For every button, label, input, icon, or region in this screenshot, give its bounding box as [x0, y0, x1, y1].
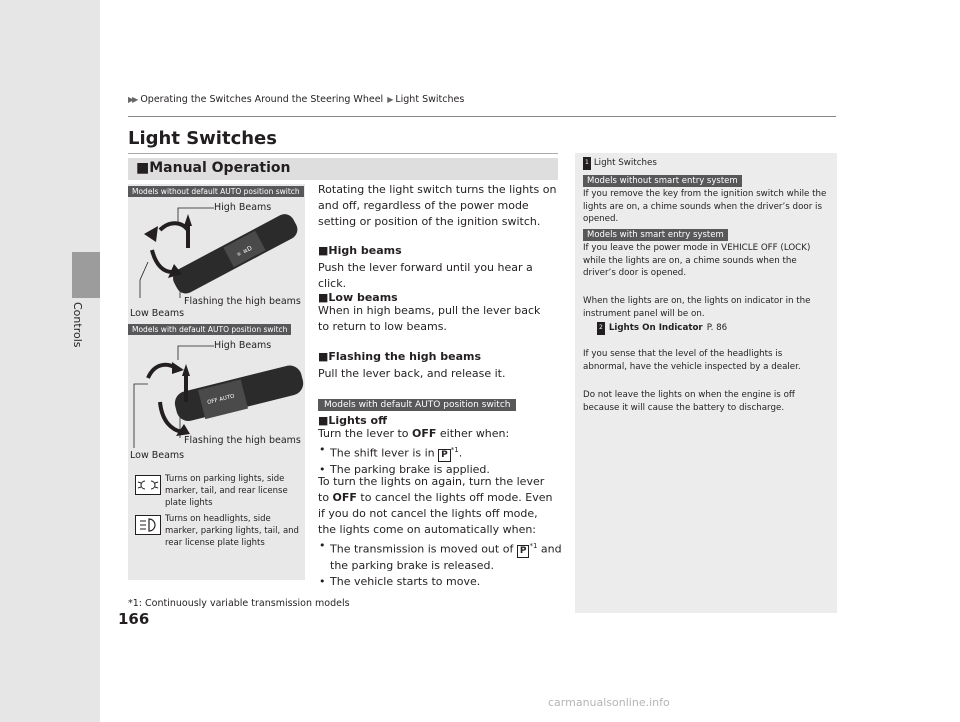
list-item: • The parking brake is applied.: [330, 462, 570, 478]
note-paragraph: When the lights are on, the lights on indicator in the instrument panel will be on.: [583, 296, 811, 319]
note-paragraph: If you leave the power mode in VEHICLE OFF (LOCK) while the lights are on, a chime sounds when the driver’s door is opened.: [583, 243, 811, 278]
chapter-label: Controls: [71, 302, 84, 348]
header-rule: [128, 116, 836, 117]
auto-on-conditions: [318, 538, 570, 590]
off-keyword: OFF: [412, 427, 437, 440]
flashing-heading: ■Flashing the high beams: [318, 350, 482, 363]
legend-parking-text: Turns on parking lights, side marker, tail, and rear license plate lights: [165, 474, 288, 508]
turn-on-text-b: to cancel the lights off mode. Even if you do not cancel the lights off mode, the lights come on automatically when:: [318, 491, 553, 536]
callout-low-beams: Low Beams: [130, 450, 185, 461]
figure-tag-with-auto: Models with default AUTO position switch: [128, 324, 291, 335]
reference-page[interactable]: P. 86: [706, 323, 728, 333]
breadcrumb-item-switches[interactable]: Operating the Switches Around the Steering Wheel: [140, 94, 384, 105]
side-note-title: [583, 157, 657, 170]
reference-arrow-icon: 2: [597, 322, 605, 335]
note-paragraph: If you remove the key from the ignition switch while the lights are on, a chime sounds when the driver’s door is opened.: [583, 189, 827, 224]
chapter-tab-marker: [72, 252, 100, 298]
callout-flashing: Flashing the high beams: [184, 296, 301, 307]
note-marker-icon: 1: [583, 157, 591, 170]
lights-off-conditions: [318, 442, 570, 478]
note-paragraph: Do not leave the lights on when the engine is off because it will cause the battery to discharge.: [583, 390, 795, 413]
park-position-icon: P: [438, 449, 451, 462]
callout-flashing: Flashing the high beams: [184, 435, 301, 446]
off-keyword: OFF: [332, 491, 357, 504]
title-rule: [128, 153, 558, 154]
footnote: *1: Continuously variable transmission models: [128, 598, 350, 609]
callout-low-beams: Low Beams: [130, 308, 185, 319]
breadcrumb-arrow-icon: ▶▶: [128, 95, 137, 104]
high-beams-heading: ■High beams: [318, 244, 402, 257]
svg-text:☼ ≡D: ☼ ≡D: [235, 244, 254, 259]
high-beams-text: Push the lever forward until you hear a click.: [318, 261, 533, 290]
note-paragraph: If you sense that the level of the headlights is abnormal, have the vehicle inspected by a dealer.: [583, 349, 801, 372]
reference-title[interactable]: Lights On Indicator: [608, 323, 703, 333]
list-item: [330, 442, 570, 462]
breadcrumb-item-light-switches[interactable]: Light Switches: [395, 94, 465, 105]
flashing-text: Pull the lever back, and release it.: [318, 367, 506, 380]
breadcrumb-arrow-icon: ▶: [387, 95, 392, 104]
svg-text:OFF AUTO: OFF AUTO: [206, 393, 236, 407]
page-number: 166: [118, 610, 150, 628]
smart-entry-tag-without: Models without smart entry system: [583, 175, 742, 187]
lights-off-heading: ■Lights off: [318, 414, 387, 427]
side-note-title-text: Light Switches: [593, 158, 657, 168]
park-position-icon: P: [517, 545, 530, 558]
callout-high-beams: High Beams: [214, 340, 272, 351]
headlights-icon: [135, 515, 161, 535]
figure-tag-without-auto: Models without default AUTO position switch: [128, 186, 304, 197]
bullet3-end: and the parking brake is released.: [330, 542, 562, 572]
smart-entry-tag-with: Models with smart entry system: [583, 229, 728, 241]
intro-paragraph: Rotating the light switch turns the lights on and off, regardless of the power mode setting or position of the ignition switch.: [318, 183, 557, 228]
callout-high-beams: High Beams: [214, 202, 272, 213]
cross-reference-link[interactable]: [597, 322, 727, 335]
section-title: ■Manual Operation: [136, 160, 291, 176]
lights-off-text-b: either when:: [436, 427, 510, 440]
chapter-sidebar: [0, 0, 100, 722]
low-beams-text: When in high beams, pull the lever back to return to low beams.: [318, 304, 541, 333]
lights-off-text: [318, 426, 558, 442]
page-title: Light Switches: [128, 128, 277, 149]
breadcrumb: [128, 94, 464, 105]
legend-headlights-text: Turns on headlights, side marker, parking lights, tail, and rear license plate lights: [165, 514, 299, 548]
auto-models-tag: Models with default AUTO position switch: [318, 399, 516, 411]
section-header: [128, 158, 558, 180]
turn-on-paragraph: [318, 474, 558, 538]
watermark: carmanualsonline.info: [548, 696, 670, 709]
list-item: • The vehicle starts to move.: [330, 574, 570, 590]
lights-off-text-a: Turn the lever to: [318, 427, 413, 440]
turn-on-text-a: To turn the lights on again, turn the lever to: [318, 475, 545, 504]
low-beams-heading: ■Low beams: [318, 291, 398, 304]
bullet1-text: The shift lever is in: [330, 446, 439, 460]
bullet3-text: The transmission is moved out of: [330, 542, 517, 556]
parking-lights-icon: [135, 475, 161, 495]
footnote-ref: *1: [529, 542, 538, 550]
footnote-ref: *1: [450, 446, 459, 454]
list-item: [330, 538, 570, 574]
bullet1-end: .: [458, 446, 463, 460]
